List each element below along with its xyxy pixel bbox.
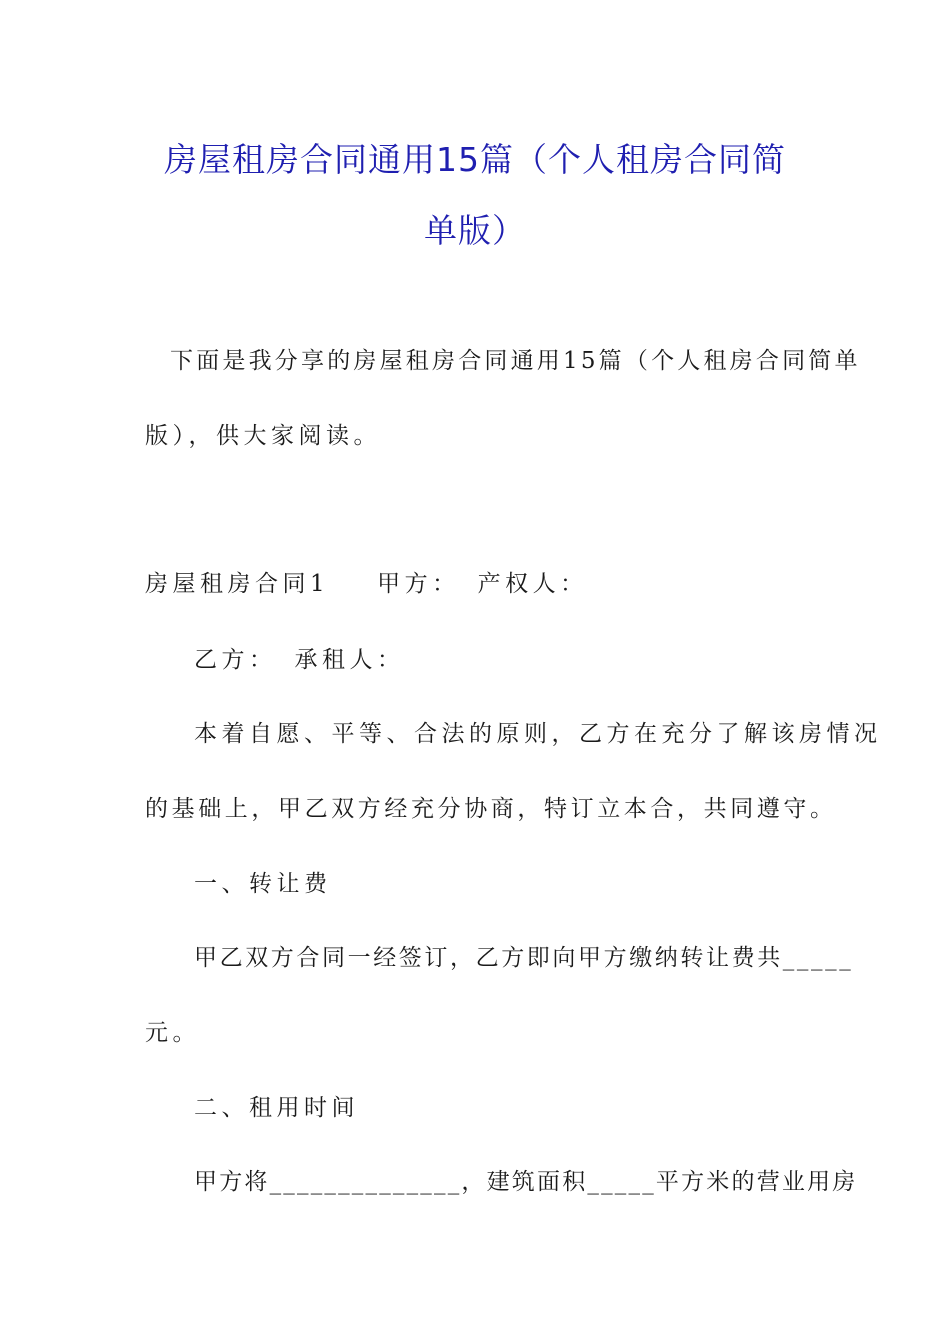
section-1-line-2: 元。 [145,1020,200,1046]
contract-heading: 房屋租房合同1 [145,571,330,597]
party-a-role: 产权人： [477,571,588,597]
intro-paragraph-line-2: 版），供大家阅读。 [145,423,381,449]
intro-paragraph-line-1: 下面是我分享的房屋租房合同通用15篇（个人租房合同简单 [170,348,861,374]
party-b-label: 乙方： [194,647,277,673]
principle-paragraph-line-1: 本着自愿、平等、合法的原则，乙方在充分了解该房情况 [194,721,882,747]
contract-header-line [145,569,588,599]
section-2-line-1: 甲方将______________，建筑面积_____平方米的营业用房 [194,1169,858,1195]
section-1-line-1: 甲乙双方合同一经签订，乙方即向甲方缴纳转让费共_____ [194,945,854,971]
principle-paragraph-line-2: 的基础上，甲乙双方经充分协商，特订立本合，共同遵守。 [145,796,837,822]
party-a-label: 甲方： [377,571,460,597]
section-2-heading: 二、租用时间 [194,1095,359,1121]
section-1-heading: 一、转让费 [194,871,332,897]
document-title-line-1: 房屋租房合同通用15篇（个人租房合同简 [164,140,786,179]
party-b-role: 承租人： [294,647,405,673]
document-title-line-2: 单版） [424,211,526,250]
party-b-line [194,645,405,675]
